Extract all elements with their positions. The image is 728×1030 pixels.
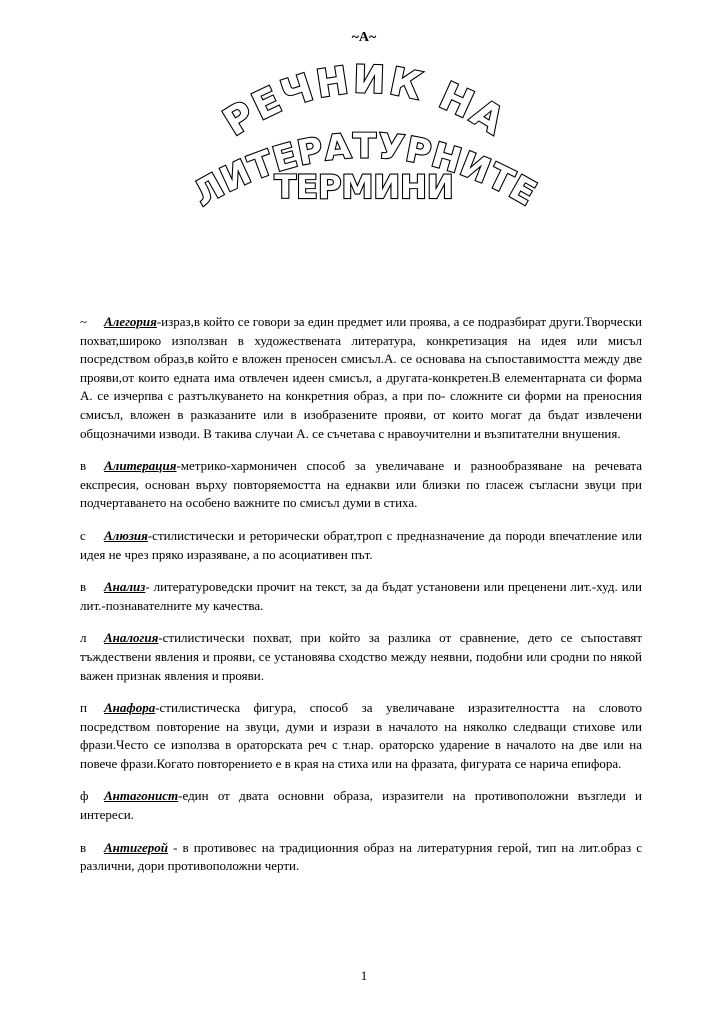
entry-anafora	[80, 699, 642, 773]
entry-definition: -стилистически и реторически обрат,троп с предназначение да породи впечатление или идея не чрез пряко изразяване, а по асоциативен път.	[80, 527, 642, 562]
entry-term: Алитерация	[104, 458, 177, 474]
entry-marker: в	[80, 839, 87, 855]
entry-analiz	[80, 578, 642, 615]
entry-definition: -стилистически похват, при който за разлика от сравнение, дето се съпоставят тъждествени явления и прояви, се установява сходство между неявни, подобни или сродни по някой важен признак явления и прояви.	[80, 630, 642, 683]
entry-term: Алюзия	[104, 527, 148, 543]
entry-definition: -израз,в който се говори за един предмет или проява, а се подразбират други.Творчески похват,широко използван в художествената литература, конкретизация на идея или мисъл посредством образ,в който е вложен преносен смисъл.А. се основава на съпоставимостта между две прояви,от които едната има отвлечен идеен смисъл, а другата-конкретен.В елементарната си форма А. се изчерпва с разтълкуването на конкретния образ, а при по- сложните си форми на преносния смисъл, вложен в разказаните или в изобразените прояви, от които могат да бъдат извлечени общозначими изводи. В такива случаи А. се съчетава с нравоучителни и възпитателни внушения.	[80, 314, 642, 441]
entry-marker: в	[80, 579, 87, 595]
title-line-1: РЕЧНИК НА	[215, 57, 515, 145]
entry-marker: п	[80, 700, 87, 716]
entry-term: Антигерой	[104, 839, 169, 855]
entry-definition: - литературоведски прочит на текст, за да бъдат установени или преценени лит.-худ. или лит.-познавателните му качества.	[80, 579, 642, 613]
entry-marker: л	[80, 630, 87, 646]
entry-antagonist	[80, 787, 642, 824]
page-header: ~A~	[351, 30, 377, 45]
glossary-entries	[80, 313, 642, 890]
entry-marker: с	[80, 527, 86, 543]
entry-term: Анафора	[104, 700, 156, 716]
entry-term: Антагонист	[104, 788, 179, 804]
entry-marker: ф	[80, 788, 89, 804]
title-line-2: ЛИТЕРАТУРНИТЕ	[186, 126, 544, 215]
entry-marker: в	[80, 458, 87, 474]
entry-alegoria	[80, 313, 642, 443]
entry-antigeroy	[80, 839, 642, 876]
title-word-art	[0, 0, 728, 260]
entry-analogia	[80, 629, 642, 685]
entry-definition: -един от двата основни образа, изразители на противоположни възгледи и интереси.	[80, 788, 642, 823]
entry-term: Алегория	[104, 314, 157, 329]
entry-marker: ~	[80, 314, 88, 329]
entry-alyuzia	[80, 527, 642, 564]
page-number: 1	[360, 968, 368, 983]
entry-definition: - в противовес на традиционния образ на литературния герой, тип на лит.образ с различни, дори противоположни черти.	[80, 839, 642, 874]
entry-definition: -стилистическа фигура, способ за увеличаване изразителността на словото посредством повторение на звуци, думи и изрази в началото на няколко следващи стихове или фрази.Често се използва в ораторската реч с т.нар. ораторско ударение в началото на две или на повече фрази.Когато повторението е в края на стиха или на фразата, фигурата се нарича епифора.	[80, 700, 642, 771]
entry-aliteratsia	[80, 457, 642, 513]
entry-term: Анализ	[104, 579, 146, 595]
entry-definition: -метрико-хармоничен способ за увеличаване и разнообразяване на речевата експресия, основан върху повторяемостта на еднакви или близки по гласеж съгласни звуци при подчертаването на особено важните по смисъл думи в стиха.	[80, 458, 642, 511]
title-line-3: ТЕРМИНИ	[274, 168, 454, 206]
entry-term: Аналогия	[104, 630, 159, 646]
